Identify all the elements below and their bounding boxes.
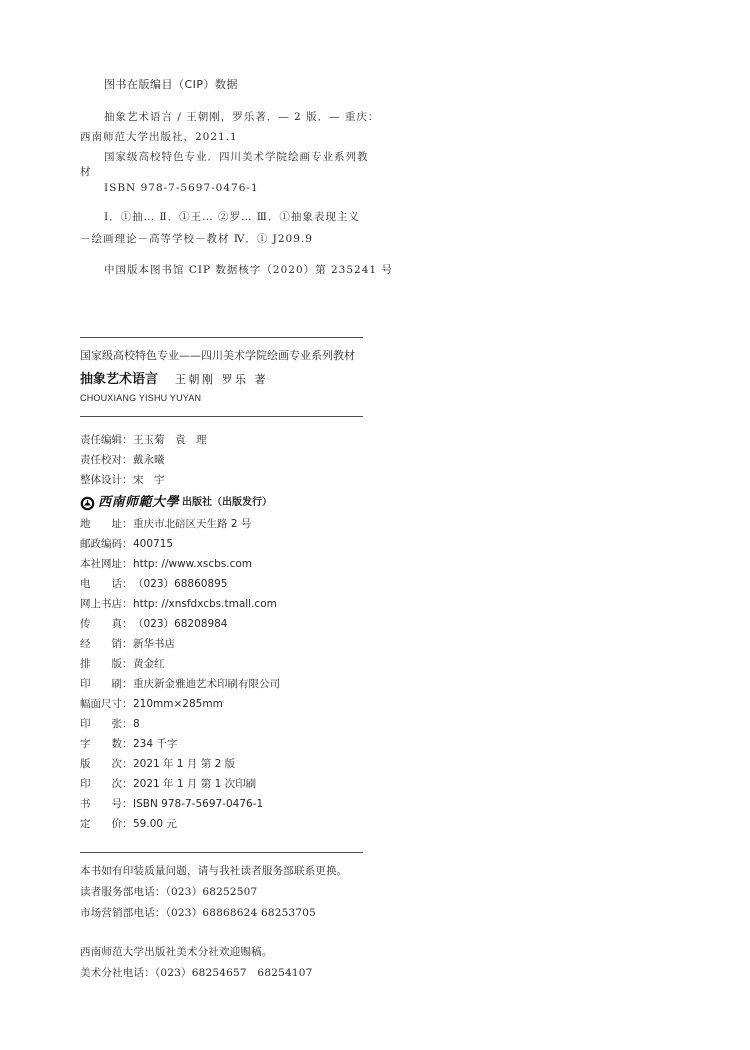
detail-label: 本社网址： [80,558,133,570]
detail-row [80,717,140,731]
divider-bottom [80,852,363,853]
credit-row [80,473,165,487]
credit-value: 王玉菊 袁 理 [133,434,207,446]
detail-value: 59.00 元 [133,818,177,830]
detail-value: http: //xnsfdxcbs.tmall.com [133,598,277,610]
detail-label: 版 次： [80,758,133,770]
cip-classification-2: －绘画理论－高等学校－教材 Ⅳ．① J209.9 [80,233,313,245]
detail-value: 8 [133,718,140,730]
detail-row [80,617,228,631]
cip-classification-1: Ⅰ．①抽… Ⅱ．①王… ②罗… Ⅲ．①抽象表现主义 [104,211,360,223]
quality-notice: 本书如有印装质量问题，请与我社读者服务部联系更换。 [80,865,348,877]
cip-line-4: 材 [80,166,92,178]
publisher-logo [80,495,272,511]
detail-row [80,697,223,711]
credit-row [80,433,207,447]
university-emblem-icon [80,496,95,511]
detail-row [80,737,177,751]
detail-row [80,657,165,671]
detail-label: 邮政编码： [80,538,133,550]
detail-value: 新华书店 [133,638,175,650]
cip-line-3: 国家级高校特色专业．四川美术学院绘画专业系列教 [104,151,369,163]
cip-isbn: ISBN 978-7-5697-0476-1 [104,182,259,194]
credit-row [80,453,165,467]
credit-label: 责任校对： [80,454,133,466]
cip-line-2: 西南师范大学出版社，2021.1 [80,131,238,143]
detail-row [80,517,251,531]
detail-label: 印 刷： [80,678,133,690]
submission-notice: 西南师范大学出版社美术分社欢迎赐稿。 [80,946,273,958]
detail-value: 210mm×285mm [133,698,223,710]
detail-row [80,777,256,791]
cip-record-number: 中国版本图书馆 CIP 数据核字（2020）第 235241 号 [104,264,393,276]
detail-label: 字 数： [80,738,133,750]
detail-row [80,537,173,551]
detail-row [80,817,177,831]
publisher-logo-text: 西南师範大學 [98,495,180,510]
credit-label: 责任编辑： [80,434,133,446]
marketing-phone: 市场营销部电话：（023）68868624 68253705 [80,907,317,919]
detail-value: 重庆市北碚区天生路 2 号 [133,518,252,530]
divider-top [80,337,363,338]
reader-service-phone: 读者服务部电话：（023）68252507 [80,886,258,898]
detail-row [80,637,175,651]
book-title: 抽象艺术语言 [80,372,159,387]
detail-value: （023）68860895 [133,578,228,590]
detail-label: 定 价： [80,818,133,830]
book-title-pinyin: CHOUXIANG YISHU YUYAN [80,393,202,403]
detail-value: （023）68208984 [133,618,228,630]
detail-row [80,597,277,611]
detail-label: 排 版： [80,658,133,670]
detail-value: 重庆新金雅迪艺术印刷有限公司 [133,678,280,690]
detail-value: 234 千字 [133,738,178,750]
detail-label: 电 话： [80,578,133,590]
detail-row [80,797,263,811]
credit-value: 戴永曦 [133,454,165,466]
detail-value: 2021 年 1 月 第 2 版 [133,758,236,770]
detail-label: 印 次： [80,778,133,790]
art-branch-phone: 美术分社电话：（023）68254657 68254107 [80,967,313,979]
cip-line-1: 抽象艺术语言 / 王朝刚，罗乐著．— 2 版．— 重庆： [104,111,380,123]
detail-label: 书 号： [80,798,133,810]
detail-value: 2021 年 1 月 第 1 次印刷 [133,778,257,790]
credit-value: 宋 宇 [133,474,165,486]
detail-label: 地 址： [80,518,133,530]
detail-label: 幅面尺寸： [80,698,133,710]
detail-value: 黄金红 [133,658,165,670]
detail-row [80,757,235,771]
detail-label: 经 销： [80,638,133,650]
series-title: 国家级高校特色专业——四川美术学院绘画专业系列教材 [80,349,355,362]
detail-value: 400715 [133,538,174,550]
publisher-name: 出版社（出版发行） [182,497,273,508]
book-authors: 王朝刚 罗乐 著 [175,373,268,386]
detail-row [80,577,228,591]
detail-row [80,677,280,691]
detail-label: 传 真： [80,618,133,630]
divider-middle [80,416,363,417]
detail-row [80,557,252,571]
detail-label: 网上书店： [80,598,133,610]
cip-heading: 图书在版编目（CIP）数据 [104,78,239,91]
detail-label: 印 张： [80,718,133,730]
detail-value: ISBN 978-7-5697-0476-1 [133,798,264,810]
credit-label: 整体设计： [80,474,133,486]
detail-value: http: //www.xscbs.com [133,558,252,570]
